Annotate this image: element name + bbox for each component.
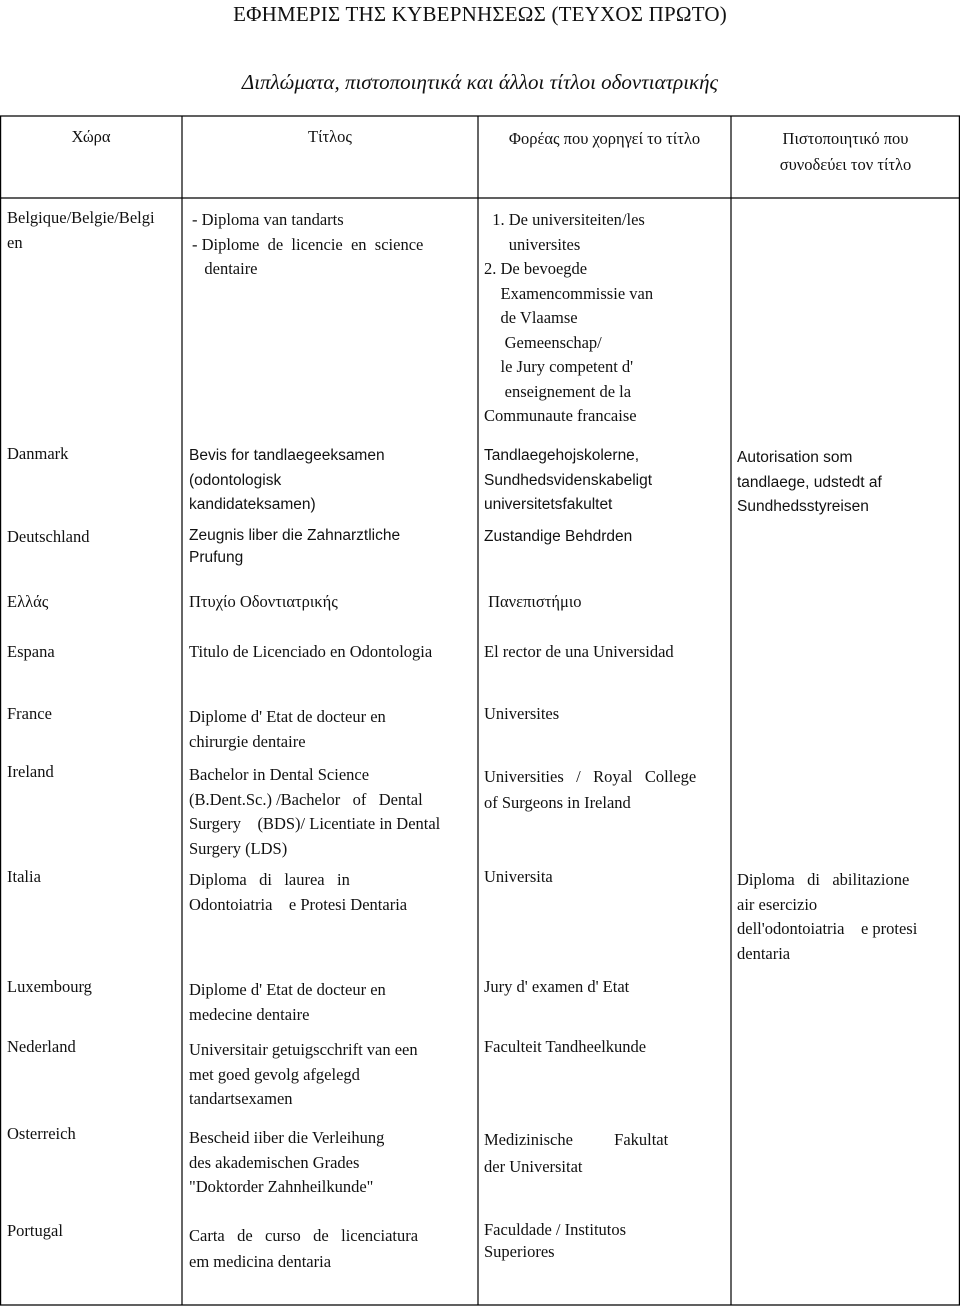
cell-title: Diplome d' Etat de docteur en medecine dentaire [189, 980, 386, 1024]
cell-country: France [7, 704, 52, 723]
cell-body: Universites [484, 704, 560, 723]
cell-country: Nederland [7, 1037, 76, 1056]
cell-body: Tandlaegehojskolerne, Sundhedsvidenskabeligt universitetsfakultet [484, 447, 653, 513]
cell-country: Ελλάς [7, 592, 49, 611]
header-title: Τίτλος [308, 127, 352, 146]
cell-body: Faculdade / Institutos Superiores [484, 1220, 627, 1261]
header-certificate: Πιστοποιητικό που συνοδεύει τον τίτλο [779, 129, 912, 174]
page-subtitle: Διπλώματα, πιστοποιητικά και άλλοι τίτλοι οδοντιατρικής [241, 70, 719, 94]
cell-body: Universita [484, 867, 553, 886]
header-body: Φορέας που χορηγεί το τίτλο [508, 129, 701, 148]
cell-country: Espana [7, 642, 55, 661]
cell-certificate: Autorisation som tandlaege, udstedt af Sundhedsstyreisen [737, 449, 882, 515]
cell-body: Universities / Royal College of Surgeons in Ireland [484, 767, 697, 812]
cell-title: Titulo de Licenciado en Odontologia [189, 642, 433, 661]
page-title: ΕΦΗΜΕΡΙΣ ΤΗΣ ΚΥΒΕΡΝΗΣΕΩΣ (ΤΕΥΧΟΣ ΠΡΩΤΟ) [233, 2, 727, 26]
cell-body: Πανεπιστήμιο [484, 592, 582, 611]
cell-country: Luxembourg [7, 977, 92, 996]
cell-country: Ireland [7, 762, 54, 781]
cell-title: - Diploma van tandarts - Diplome de licencie en science dentaire [192, 210, 424, 278]
cell-body: El rector de una Universidad [484, 642, 674, 661]
cell-title: Bachelor in Dental Science (B.Dent.Sc.) /Bachelor of Dental Surgery (BDS)/ Licentiate in Dental Surgery (LDS) [189, 765, 441, 858]
cell-title: Bevis for tandlaegeeksamen (odontologisk kandidateksamen) [189, 447, 385, 513]
cell-certificate: Diploma di abilitazione air esercizio dell'odontoiatria e protesi dentaria [737, 870, 918, 963]
cell-country: Italia [7, 867, 41, 886]
cell-title: Πτυχίο Οδοντιατρικής [189, 592, 338, 611]
cell-country: Deutschland [7, 527, 90, 546]
cell-body: Faculteit Tandheelkunde [484, 1037, 647, 1056]
cell-body: Zustandige Behdrden [484, 528, 633, 545]
cell-body: Jury d' examen d' Etat [484, 977, 630, 996]
cell-title: Diplome d' Etat de docteur en chirurgie dentaire [189, 707, 386, 751]
cell-body: 1. De universiteiten/les universites 2. De bevoegde Examencommissie van de Vlaamse Gemeenschap/ le Jury competent d' enseignement de la Communaute francaise [484, 210, 654, 425]
cell-country: Belgique/Belgie/Belgi en [7, 208, 155, 252]
cell-country: Portugal [7, 1221, 63, 1240]
cell-country: Osterreich [7, 1124, 76, 1143]
cell-title: Carta de curso de licenciatura em medicina dentaria [189, 1226, 419, 1271]
header-country: Χώρα [71, 127, 111, 146]
cell-title: Zeugnis liber die Zahnarztliche Prufung [189, 527, 401, 566]
cell-country: Danmark [7, 444, 69, 463]
cell-title: Bescheid iiber die Verleihung des akademischen Grades "Doktorder Zahnheilkunde" [189, 1128, 385, 1196]
cell-body: Medizinische Fakultat der Universitat [484, 1130, 669, 1176]
cell-title: Diploma di laurea in Odontoiatria e Protesi Dentaria [189, 870, 408, 914]
cell-title: Universitair getuigscchrift van een met goed gevolg afgelegd tandartsexamen [189, 1040, 418, 1108]
